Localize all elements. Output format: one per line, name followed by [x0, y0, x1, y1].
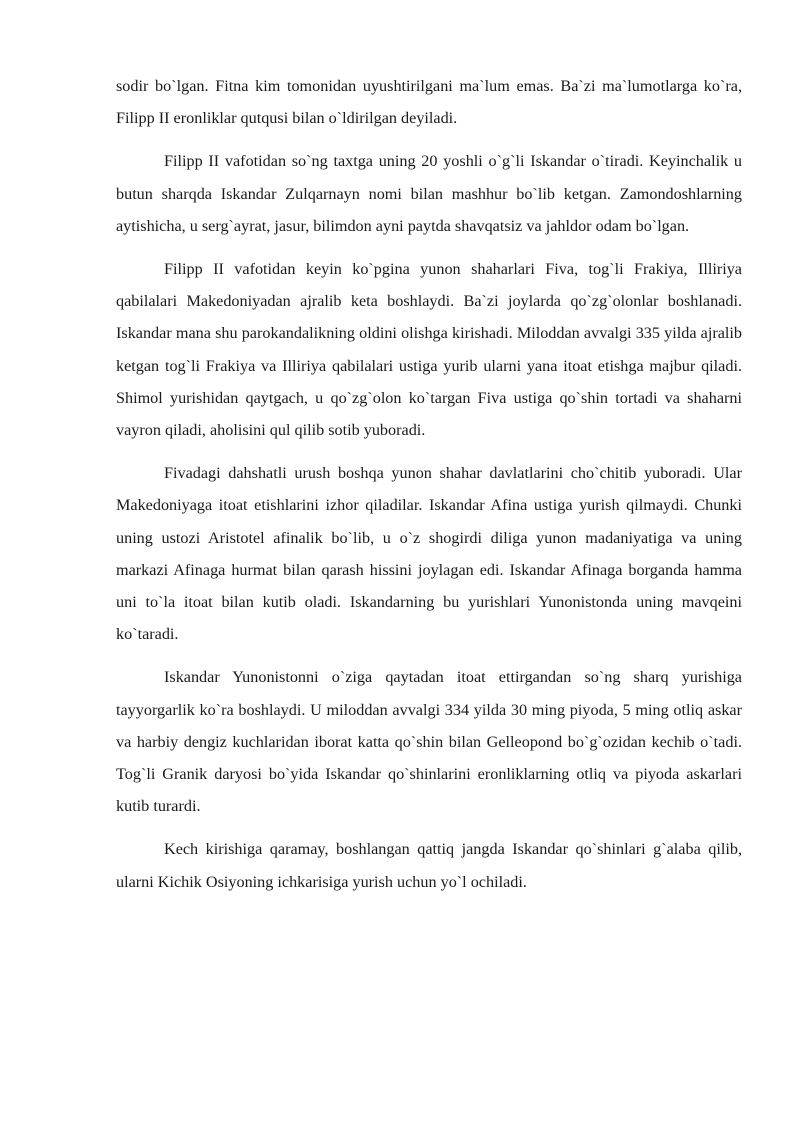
paragraph: Iskandar Yunonistonni o`ziga qaytadan itoat ettirgandan so`ng sharq yurishiga tayyorgarlik ko`ra boshlaydi. U miloddan avvalgi 334 yilda 30 ming piyoda, 5 ming otliq askar va harbiy dengiz kuchlaridan iborat katta qo`shin bilan Gelleopond bo`g`ozidan kechib o`tadi. Tog`li Granik daryosi bo`yida Iskandar qo`shinlarini eronliklarning otliq va piyoda askarlari kutib turardi. — [116, 668, 742, 816]
paragraph: Filipp II vafotidan so`ng taxtga uning 20 yoshli o`g`li Iskandar o`tiradi. Keyinchalik u butun sharqda Iskandar Zulqarnayn nomi bilan mashhur bo`lib ketgan. Zamondoshlarning aytishicha, u serg`ayrat, jasur, bilimdon ayni paytda shavqatsiz va jahldor odam bo`lgan. — [116, 152, 742, 235]
paragraph-continued: sodir bo`lgan. Fitna kim tomonidan uyushtirilgani ma`lum emas. Ba`zi ma`lumotlarga ko`ra, Filipp II eronliklar qutqusi bilan o`ldirilgan deyiladi. — [116, 77, 742, 128]
document-page — [116, 70, 742, 909]
paragraph: Filipp II vafotidan keyin ko`pgina yunon shaharlari Fiva, tog`li Frakiya, Illiriya qabilalari Makedoniyadan ajralib keta boshlaydi. Ba`zi joylarda qo`zg`olonlar boshlanadi. Iskandar mana shu parokandalikning oldini olishga kirishadi. Miloddan avvalgi 335 yilda ajralib ketgan tog`li Frakiya va Illiriya qabilalari ustiga yurib ularni yana itoat etishga majbur qiladi. Shimol yurishidan qaytgach, u qo`zg`olon ko`targan Fiva ustiga qo`shin tortadi va shaharni vayron qiladi, aholisini qul qilib sotib yuboradi. — [116, 260, 742, 440]
paragraph: Kech kirishiga qaramay, boshlangan qattiq jangda Iskandar qo`shinlari g`alaba qilib, ularni Kichik Osiyoning ichkarisiga yurish uchun yo`l ochiladi. — [116, 840, 742, 891]
paragraph: Fivadagi dahshatli urush boshqa yunon shahar davlatlarini cho`chitib yuboradi. Ular Makedoniyaga itoat etishlarini izhor qiladilar. Iskandar Afina ustiga yurish qilmaydi. Chunki uning ustozi Aristotel afinalik bo`lib, u o`z shogirdi diliga yunon madaniyatiga va uning markazi Afinaga hurmat bilan qarash hissini joylagan edi. Iskandar Afinaga borganda hamma uni to`la itoat bilan kutib oladi. Iskandarning bu yurishlari Yunonistonda uning mavqeini ko`taradi. — [116, 464, 742, 644]
